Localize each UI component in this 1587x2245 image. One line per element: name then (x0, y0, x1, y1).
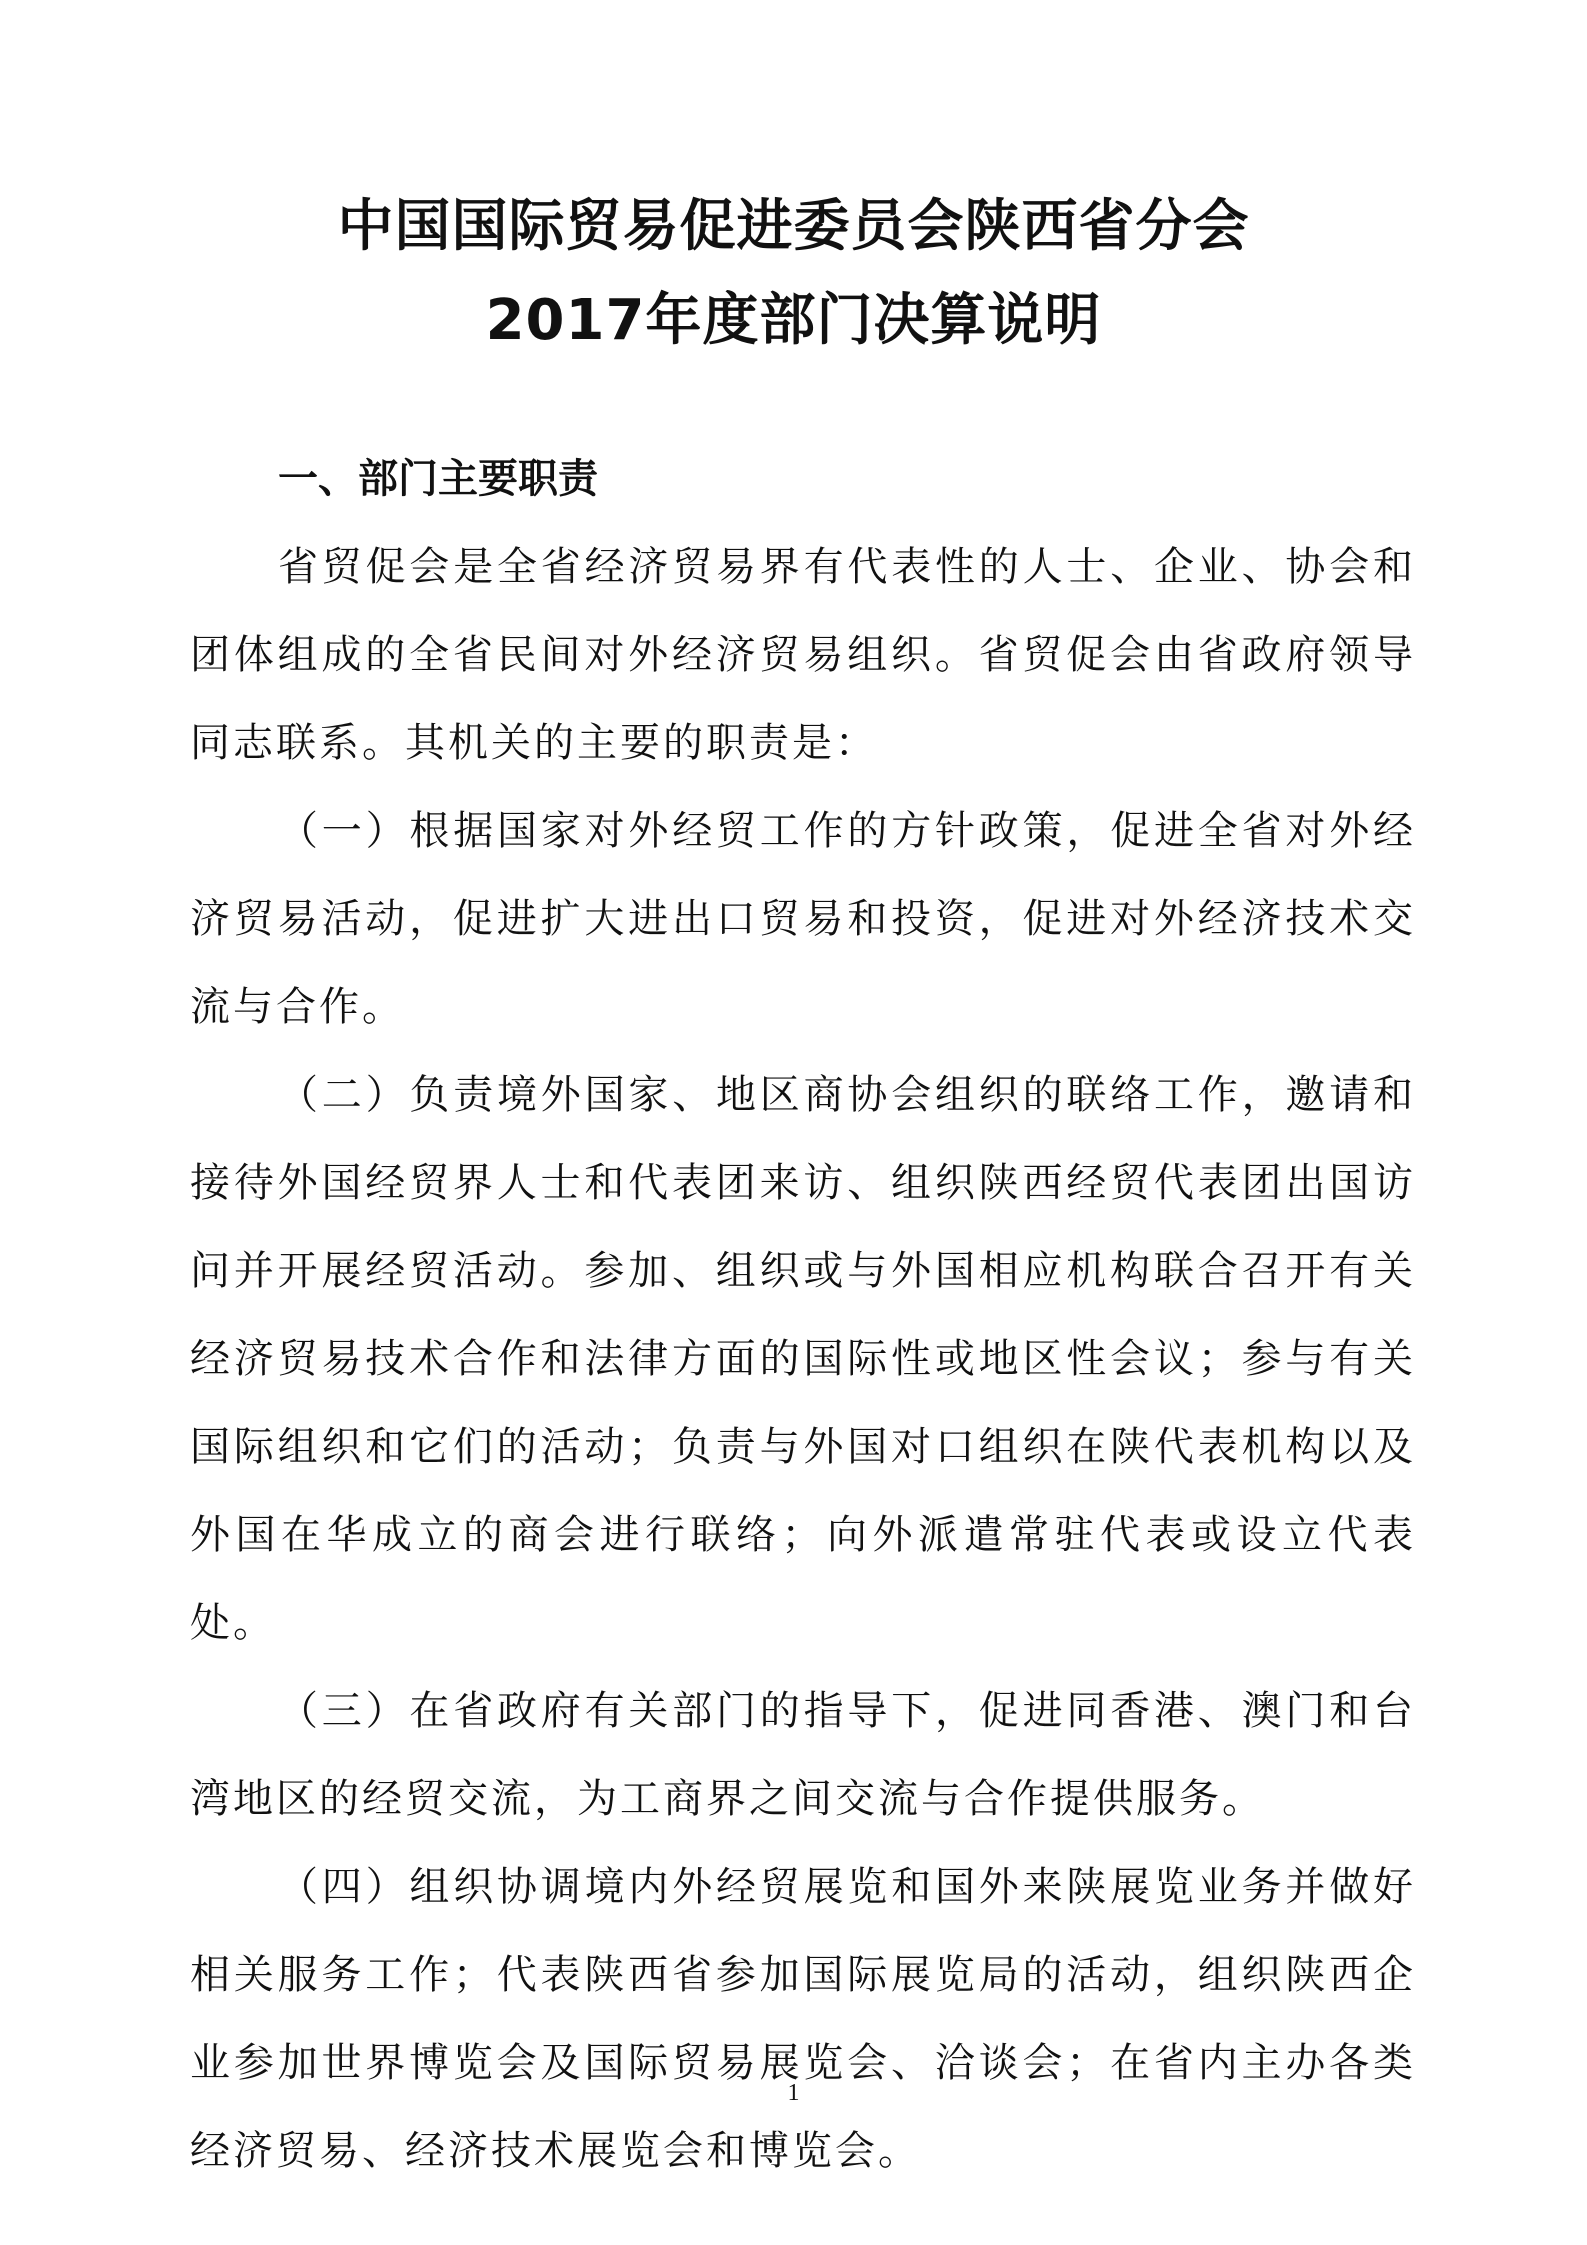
paragraph-intro: 省贸促会是全省经济贸易界有代表性的人士、企业、协会和团体组成的全省民间对外经济贸易组织。省贸促会由省政府领导同志联系。其机关的主要的职责是： (190, 544, 1416, 766)
title-line-1: 中国国际贸易促进委员会陕西省分会 (337, 194, 1250, 259)
paragraph-duty-4: （四）组织协调境内外经贸展览和国外来陕展览业务并做好相关服务工作；代表陕西省参加国际展览局的活动，组织陕西企业参加世界博览会及国际贸易展览会、洽谈会；在省内主办各类经济贸易、经济技术展览会和博览会。 (190, 1864, 1416, 2174)
page-number: 1 (787, 2080, 800, 2106)
section-heading: 一、部门主要职责 (278, 456, 598, 502)
title-line-2: 2017年度部门决算说明 (485, 288, 1102, 353)
paragraph-duty-3: （三）在省政府有关部门的指导下，促进同香港、澳门和台湾地区的经贸交流，为工商界之间交流与合作提供服务。 (190, 1688, 1416, 1822)
paragraph-duty-1: （一）根据国家对外经贸工作的方针政策，促进全省对外经济贸易活动，促进扩大进出口贸易和投资，促进对外经济技术交流与合作。 (190, 808, 1416, 1030)
paragraph-duty-2: （二）负责境外国家、地区商协会组织的联络工作，邀请和接待外国经贸界人士和代表团来访、组织陕西经贸代表团出国访问并开展经贸活动。参加、组织或与外国相应机构联合召开有关经济贸易技术合作和法律方面的国际性或地区性会议；参与有关国际组织和它们的活动；负责与外国对口组织在陕代表机构以及外国在华成立的商会进行联络；向外派遣常驻代表或设立代表处。 (190, 1072, 1416, 1646)
document-body (190, 435, 1416, 2195)
document-title (0, 180, 1587, 368)
